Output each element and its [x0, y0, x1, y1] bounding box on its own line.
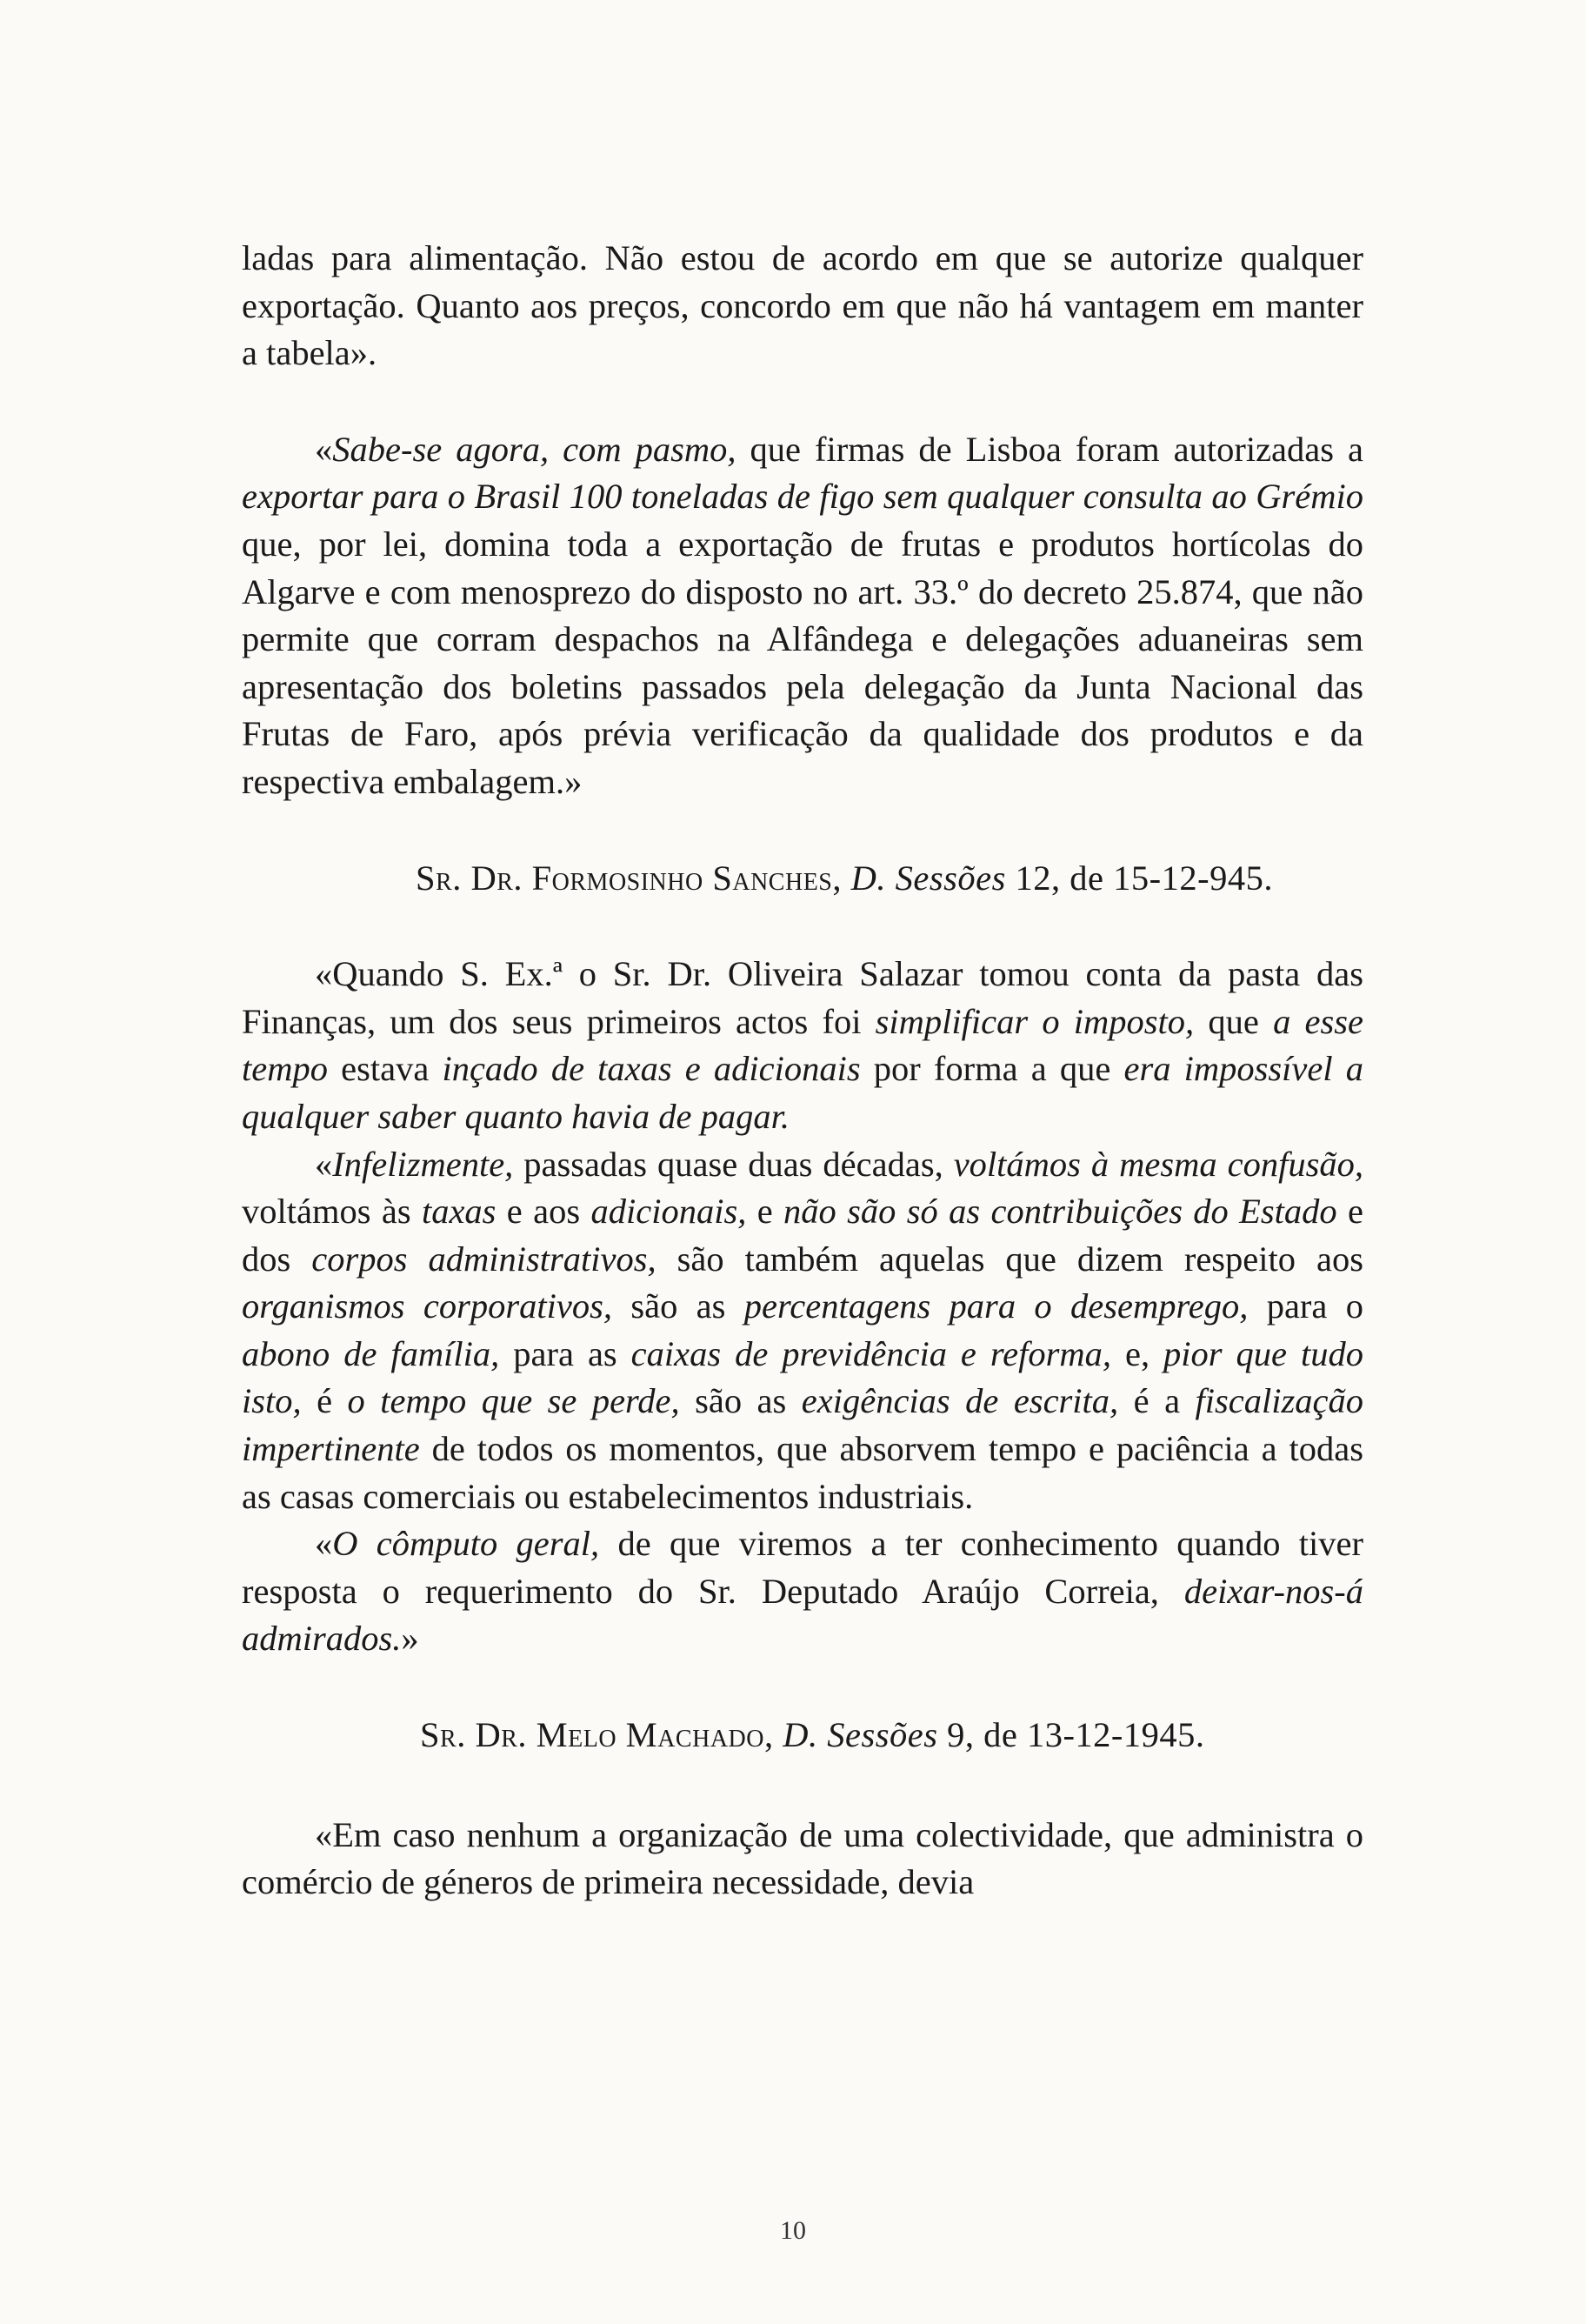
citation-melo-machado: Sr. Dr. Melo Machado, D. Sessões 9, de 13-12-1945. — [420, 1715, 1205, 1755]
paragraph-figo-export: «Sabe-se agora, com pasmo, que firmas de Lisboa foram autorizadas a exportar para o Brasil 100 toneladas de figo sem qualquer consulta ao Grémio que, por lei, domina toda a exportação de frutas e produtos hortícolas do Algarve e com menosprezo do disposto no art. 33.º do decreto 25.874, que não permite que corram despachos na Alfândega e delegações aduaneiras sem apresentação dos boletins passados pela delegação da Junta Nacional das Frutas de Faro, após prévia verificação da qualidade dos produtos e da respectiva embalagem.» — [242, 429, 1363, 801]
paragraph-salazar: «Quando S. Ex.ª o Sr. Dr. Oliveira Salazar tomou conta da pasta das Finanças, um dos seus primeiros actos foi simplificar o imposto, que a esse tempo estava inçado de taxas e adicionais por forma a que era impossível a qualquer saber quanto havia de pagar. — [242, 954, 1363, 1136]
page-number: 10 — [780, 2216, 806, 2245]
body-text — [242, 235, 1363, 1907]
citation-formosinho-sanches: Sr. Dr. Formosinho Sanches, D. Sessões 12, de 15-12-945. — [416, 858, 1273, 898]
paragraph-computo-geral: «O cômputo geral, de que viremos a ter conhecimento quando tiver resposta o requerimento do Sr. Deputado Araújo Correia, deixar-nos-á admirados.» — [242, 1524, 1363, 1659]
paragraph-infelizmente: «Infelizmente, passadas quase duas décadas, voltámos à mesma confusão, voltámos às taxas e aos adicionais, e não são só as contribuições do Estado e dos corpos administrativos, são também aquelas que dizem respeito aos organismos corporativos, são as percentagens para o desemprego, para o abono de família, para as caixas de previdência e reforma, e, pior que tudo isto, é o tempo que se perde, são as exigências de escrita, é a fiscalização impertinente de todos os momentos, que absorvem tempo e paciência a todas as casas comerciais ou estabelecimentos industriais. — [242, 1144, 1364, 1516]
paragraph-continuation: ladas para alimentação. Não estou de acordo em que se autorize qualquer exportação. Quanto aos preços, concordo em que não há vantagem em manter a tabela». — [242, 238, 1363, 373]
paragraph-colectividade: «Em caso nenhum a organização de uma colectividade, que administra o comércio de géneros de primeira necessidade, devia — [242, 1814, 1363, 1902]
